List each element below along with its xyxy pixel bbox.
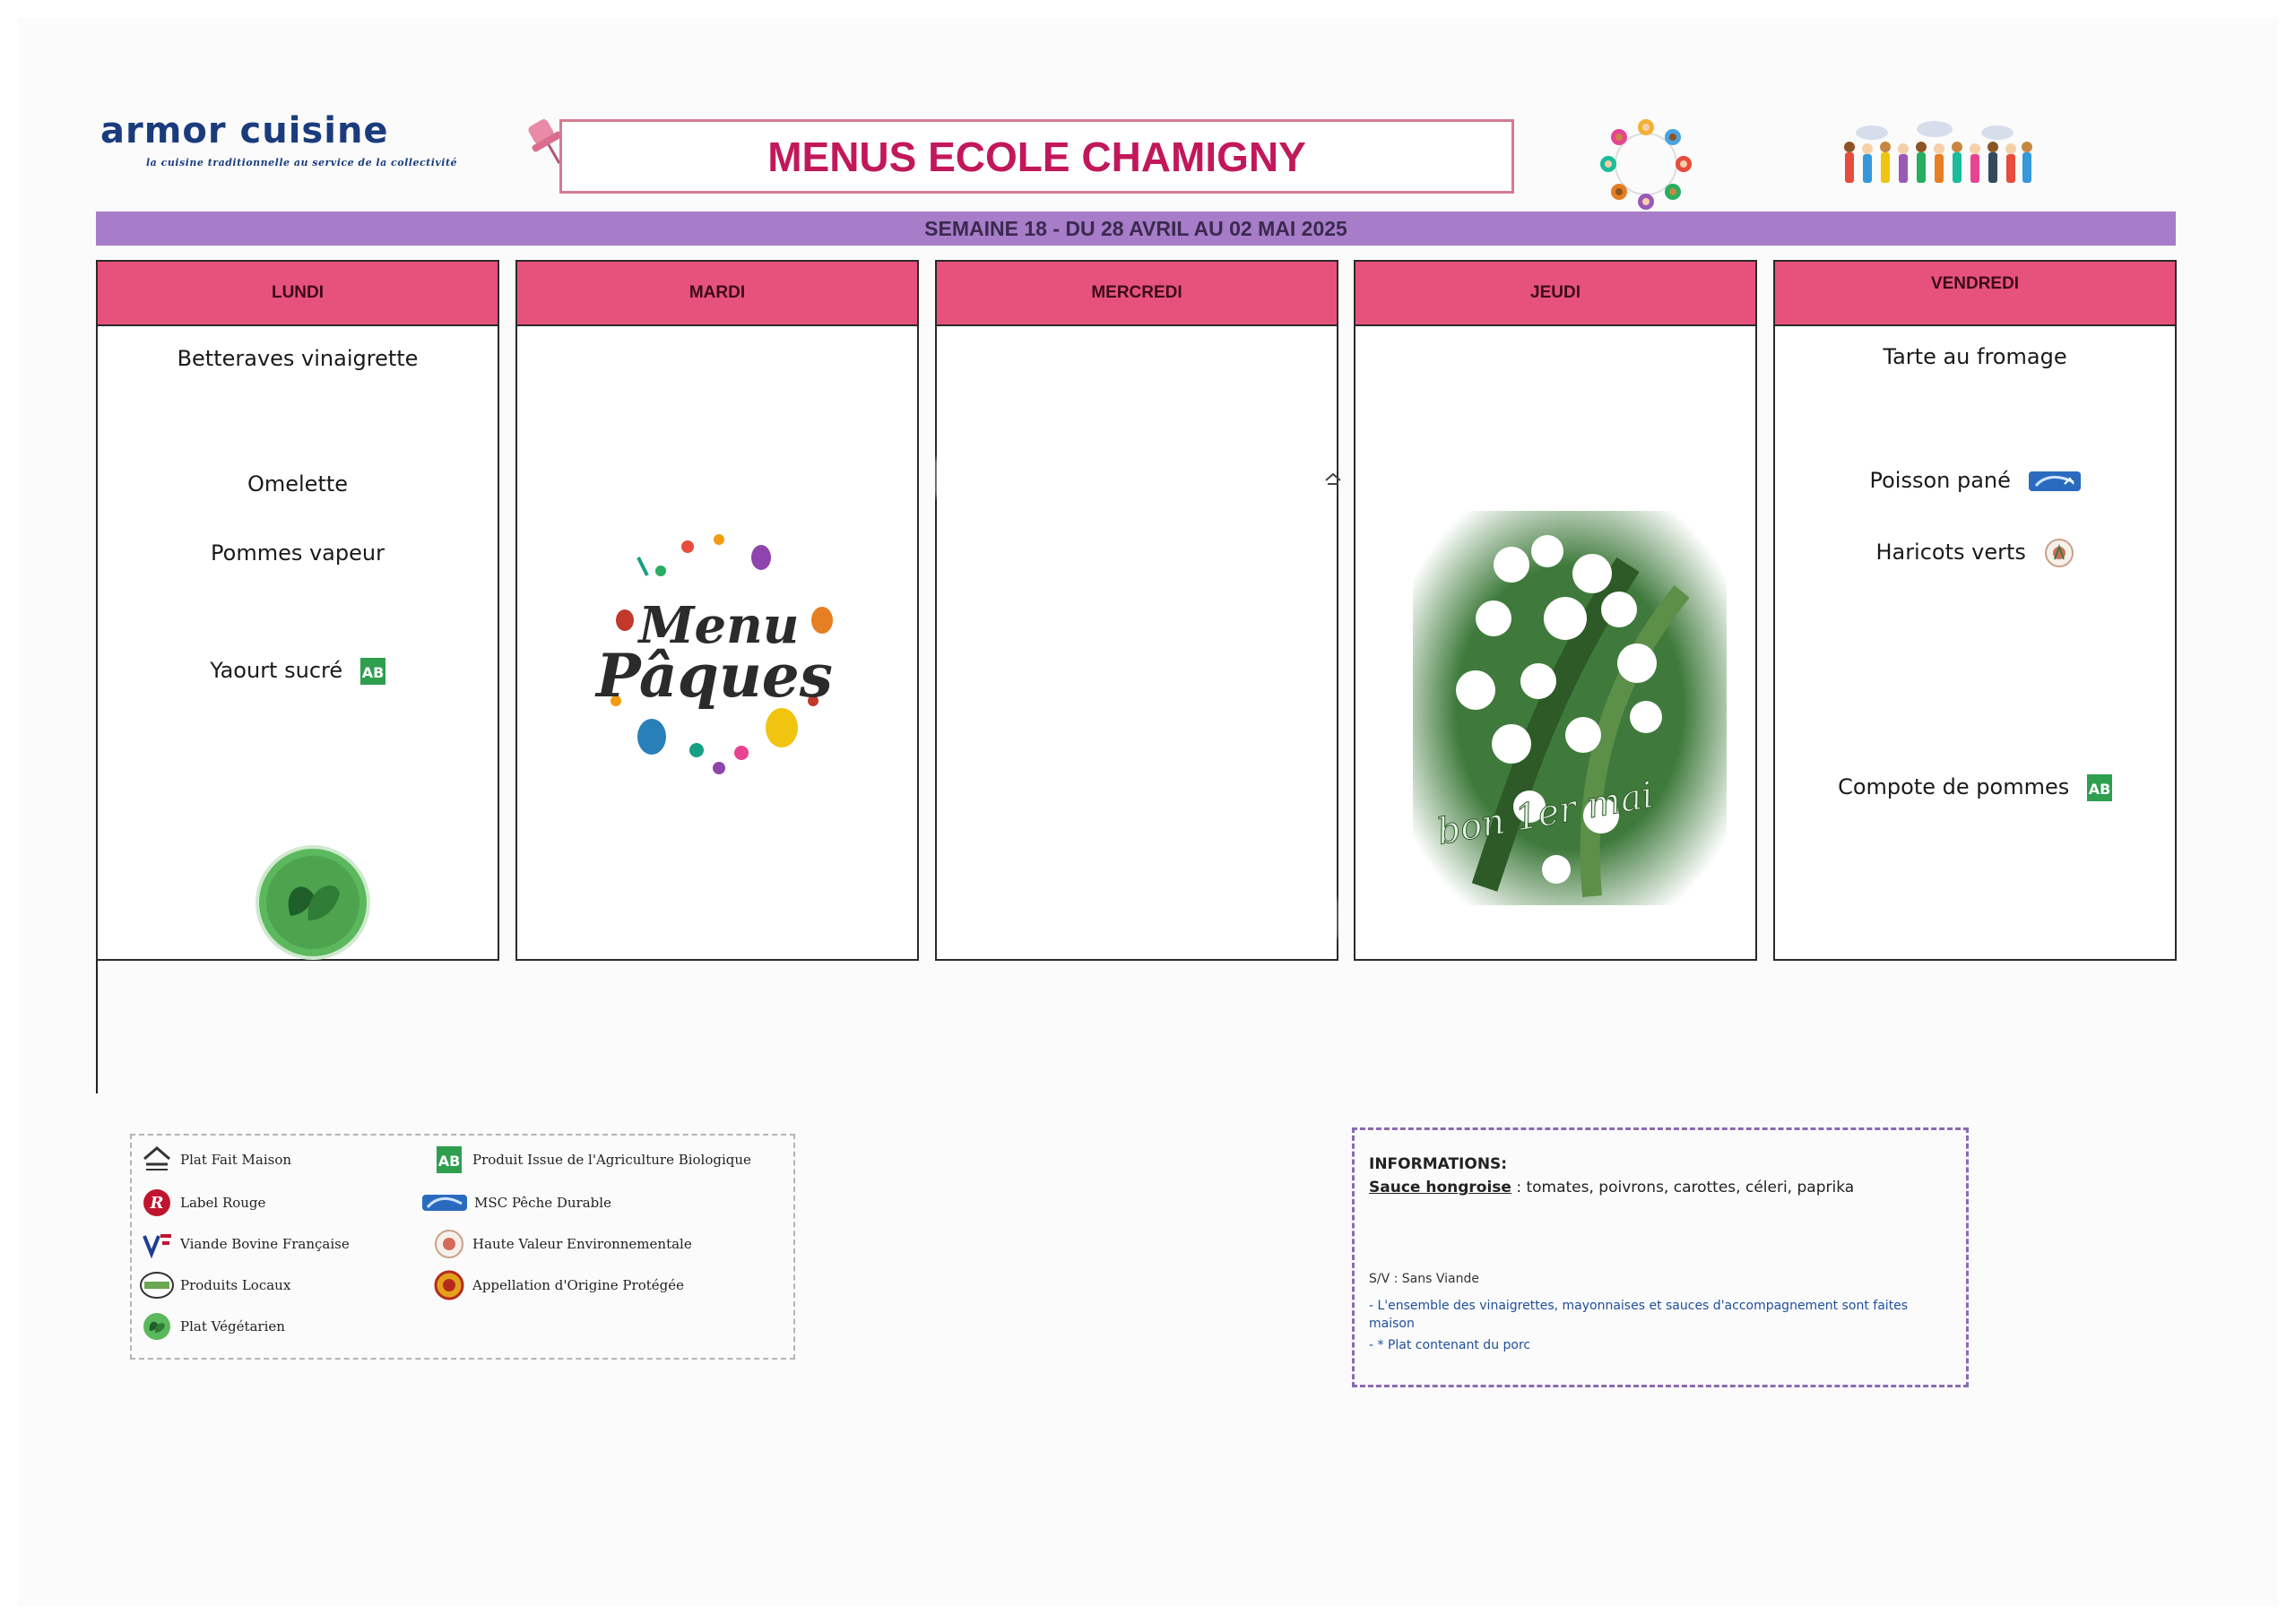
easter-menu-illustration — [553, 522, 885, 782]
legend-item — [139, 1229, 350, 1259]
svg-text:AB: AB — [361, 664, 385, 681]
kids-row-illustration — [1836, 117, 2037, 203]
dish-row — [1775, 774, 2175, 801]
redacted-block — [1044, 531, 1251, 568]
page-title: MENUS ECOLE CHAMIGNY — [767, 133, 1306, 180]
title-box — [559, 119, 1514, 194]
day-header — [98, 262, 498, 326]
informations-box — [1352, 1127, 1969, 1387]
legend-item — [431, 1229, 692, 1259]
legend-item — [139, 1145, 291, 1175]
jeudi-greeting: bon 1er mai — [1433, 774, 1657, 853]
easter-menu-word: Menu — [638, 596, 800, 655]
legend-label: Produits Locaux — [180, 1277, 291, 1293]
hve-icon — [431, 1229, 467, 1259]
easter-paques-word: Pâques — [596, 641, 833, 711]
svg-text:R: R — [150, 1194, 164, 1213]
aop-icon — [431, 1270, 467, 1300]
vbf-icon — [139, 1229, 175, 1259]
legend-label: Produit Issue de l'Agriculture Biologique — [472, 1152, 751, 1168]
legend-label: Plat Végétarien — [180, 1318, 285, 1335]
day-column-mardi — [515, 260, 919, 961]
info-title: INFORMATIONS: — [1369, 1155, 1508, 1173]
day-column-vendredi — [1773, 260, 2177, 961]
redacted-block — [1004, 764, 1291, 801]
info-sauce — [1369, 1179, 1854, 1196]
dish: Betteraves vinaigrette — [177, 346, 419, 371]
redacted-block — [1080, 344, 1286, 382]
ab-icon — [431, 1145, 467, 1175]
redacted-block — [1080, 638, 1188, 676]
sauce-name: Sauce hongroise — [1369, 1179, 1511, 1196]
day-header — [1775, 262, 2175, 326]
day-name: VENDREDI — [1930, 274, 2020, 293]
dish: Haricots verts — [1875, 540, 2026, 565]
house-icon — [139, 1145, 175, 1175]
dish: Compote de pommes — [1838, 774, 2070, 799]
sauce-description: : tomates, poivrons, carottes, céleri, paprika — [1511, 1179, 1855, 1196]
leaf-icon — [139, 1311, 175, 1342]
legend-label: Appellation d'Origine Protégée — [472, 1277, 684, 1293]
dish-row — [1775, 468, 2175, 493]
day-column-jeudi — [1354, 260, 1757, 961]
legend-item — [431, 1270, 684, 1300]
dish: Yaourt sucré — [210, 658, 343, 683]
msc-icon — [2029, 471, 2081, 491]
info-note: - * Plat contenant du porc — [1369, 1338, 1531, 1352]
legend-label: Label Rouge — [180, 1195, 266, 1211]
legend-item — [139, 1311, 285, 1342]
dish: Omelette — [247, 471, 349, 497]
day-header — [1355, 262, 1755, 326]
svg-text:AB: AB — [2088, 781, 2111, 798]
brand-tagline: la cuisine traditionnelle au service de la collectivité — [146, 157, 458, 168]
local-products-icon — [139, 1270, 175, 1300]
day-name: LUNDI — [271, 283, 325, 302]
day-column-lundi — [96, 260, 499, 961]
hve-icon — [2044, 538, 2074, 568]
legend-item — [420, 1188, 611, 1218]
week-label: SEMAINE 18 - DU 28 AVRIL AU 02 MAI 2025 — [924, 216, 1347, 240]
dish-row — [98, 658, 498, 685]
house-icon — [1324, 471, 1342, 489]
day-header — [517, 262, 917, 326]
dish: Pommes vapeur — [211, 540, 385, 566]
legend-item — [431, 1145, 751, 1175]
legend-label: Haute Valeur Environnementale — [472, 1236, 692, 1252]
day-name: JEUDI — [1530, 283, 1581, 302]
info-sv: S/V : Sans Viande — [1369, 1272, 1479, 1286]
week-banner — [96, 212, 2176, 246]
msc-icon — [420, 1188, 469, 1218]
day-header — [937, 262, 1337, 326]
legend-label: Viande Bovine Française — [180, 1236, 350, 1252]
redacted-block — [1026, 900, 1336, 937]
label-rouge-icon — [139, 1188, 175, 1218]
dish: Poisson pané — [1869, 468, 2011, 493]
lily-of-the-valley-image — [1413, 511, 1727, 905]
day-name: MARDI — [688, 283, 746, 302]
redacted-block — [937, 459, 1331, 497]
day-name: MERCREDI — [1091, 283, 1182, 302]
day-column-mercredi — [935, 260, 1338, 961]
info-note: - L'ensemble des vinaigrettes, mayonnaises et sauces d'accompagnement sont faites maison — [1369, 1299, 1909, 1331]
dish-row — [1775, 538, 2175, 568]
legend-item — [139, 1270, 290, 1300]
svg-text:AB: AB — [437, 1153, 461, 1170]
vegetarian-leaf-icon — [255, 844, 371, 961]
legend-label: MSC Pêche Durable — [474, 1195, 611, 1211]
kids-circle-illustration — [1594, 115, 1698, 213]
legend-label: Plat Fait Maison — [180, 1152, 292, 1168]
legend-box — [130, 1134, 795, 1360]
legend-item — [139, 1188, 265, 1218]
ab-icon — [360, 658, 385, 685]
ab-icon — [2087, 774, 2112, 801]
dish: Tarte au fromage — [1883, 344, 2067, 369]
brand-logo: armor cuisine — [100, 110, 389, 151]
divider-line — [96, 961, 98, 1093]
